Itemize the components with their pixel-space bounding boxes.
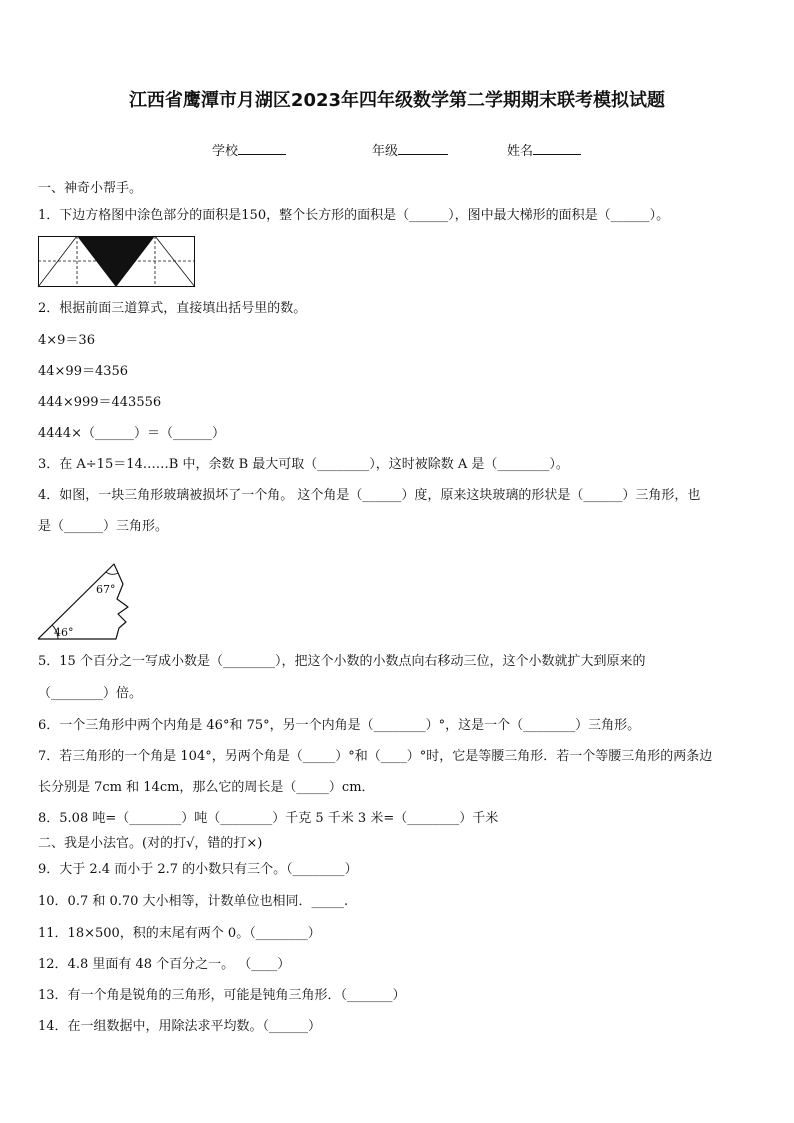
shaded-triangle	[77, 236, 155, 287]
question-1: 1．下边方格图中涂色部分的面积是150，整个长方形的面积是（______），图中最大梯形的面积是（______）。	[38, 208, 670, 223]
question-3: 3．在 A÷15＝14……B 中，余数 B 最大可取（________），这时被除数 A 是（________）。	[38, 457, 569, 472]
section-2-heading: 二、我是小法官。(对的打√，错的打×)	[38, 836, 263, 851]
angle-67-label: 67°	[96, 583, 116, 596]
name-label: 姓名	[507, 144, 534, 159]
name-field	[507, 140, 581, 159]
question-5-line-1: 5．15 个百分之一写成小数是（________），把这个小数的小数点向右移动三位，这个小数就扩大到原来的	[38, 654, 646, 669]
school-blank[interactable]	[238, 142, 286, 155]
question-4-line-1: 4．如图，一块三角形玻璃被损坏了一个角。 这个角是（______）度，原来这块玻璃的形状是（______）三角形，也	[38, 488, 701, 503]
q2-equation-3: 444×999＝443556	[38, 395, 162, 410]
school-field	[212, 140, 286, 159]
question-6: 6．一个三角形中两个内角是 46°和 75°，另一个内角是（________）°，这是一个（________）三角形。	[38, 718, 641, 733]
question-14: 14．在一组数据中，用除法求平均数。（______）	[38, 1019, 322, 1034]
q2-equation-4: 4444×（______）＝（______）	[38, 426, 225, 441]
question-13: 13．有一个角是锐角的三角形，可能是钝角三角形．（_______）	[38, 988, 406, 1003]
question-7-line-2: 长分别是 7cm 和 14cm，那么它的周长是（_____）cm．	[38, 780, 375, 795]
q1-grid-figure	[38, 236, 196, 288]
section-1-heading: 一、神奇小帮手。	[38, 181, 143, 196]
question-10: 10．0.7 和 0.70 大小相等，计数单位也相同．_____.	[38, 894, 349, 909]
question-5-line-2: （________）倍。	[38, 686, 143, 701]
name-blank[interactable]	[533, 142, 581, 155]
school-label: 学校	[212, 144, 239, 159]
grade-field	[372, 140, 448, 159]
question-12: 12．4.8 里面有 48 个百分之一。 （____）	[38, 957, 291, 972]
question-9: 9．大于 2.4 而小于 2.7 的小数只有三个。（________）	[38, 862, 358, 877]
question-8: 8．5.08 吨=（________）吨（________）千克 5 千米 3 米=（________）千米	[38, 811, 499, 826]
question-4-line-2: 是（______）三角形。	[38, 519, 169, 534]
question-2: 2．根据前面三道算式，直接填出括号里的数。	[38, 301, 307, 316]
angle-46-label: 46°	[54, 626, 74, 639]
question-7-line-1: 7．若三角形的一个角是 104°，另两个角是（_____）°和（____）°时，它是等腰三角形．若一个等腰三角形的两条边	[38, 749, 713, 764]
grade-label: 年级	[372, 144, 399, 159]
q2-equation-1: 4×9＝36	[38, 333, 95, 348]
page-title: 江西省鹰潭市月湖区2023年四年级数学第二学期期末联考模拟试题	[128, 90, 666, 111]
q2-equation-2: 44×99＝4356	[38, 364, 129, 379]
q4-triangle-figure	[36, 558, 136, 642]
question-11: 11．18×500，积的末尾有两个 0。（________）	[38, 926, 321, 941]
grade-blank[interactable]	[398, 142, 448, 155]
